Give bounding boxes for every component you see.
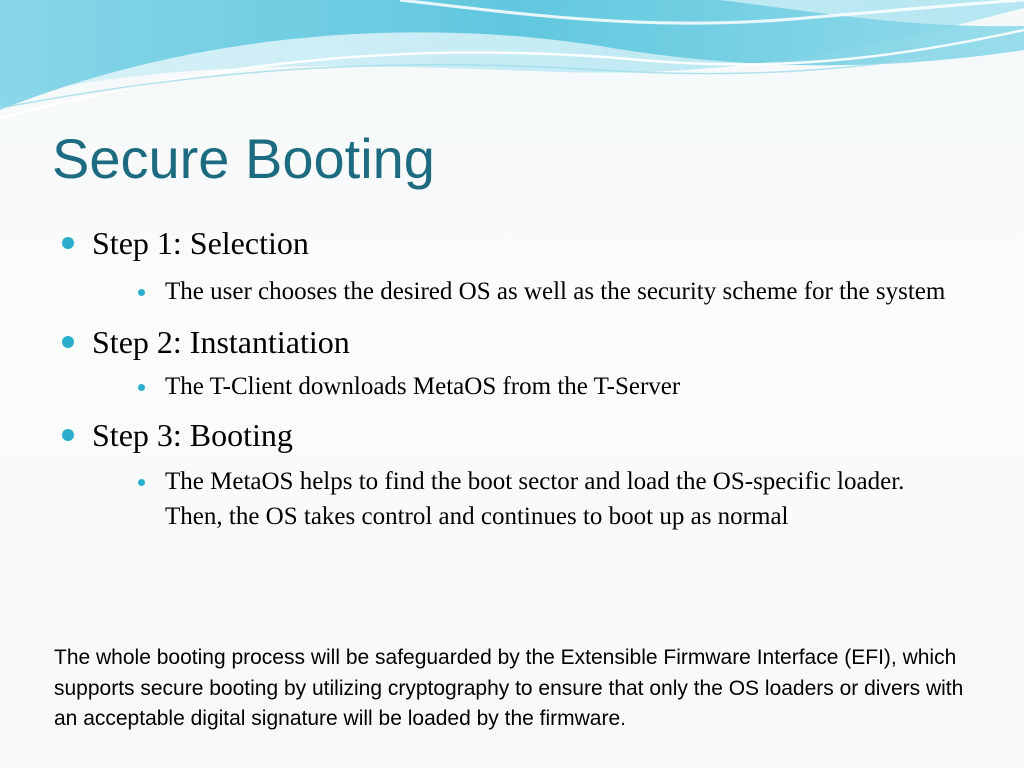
- bullet-list: [60, 224, 980, 534]
- step-3-heading: [60, 416, 980, 454]
- step-3-detail: [164, 464, 965, 534]
- slide-title: Secure Booting: [52, 127, 435, 190]
- efi-note: The whole booting process will be safeguarded by the Extensible Firmware Interface (EFI), which supports secure booting by utilizing cryptography to ensure that only the OS loaders or divers with an acceptable digital signature will be loaded by the firmware.: [54, 646, 964, 730]
- bullet-icon: [62, 237, 74, 249]
- step-1-heading: [60, 224, 980, 262]
- sub-bullet-icon: [138, 289, 145, 296]
- bullet-icon: [62, 429, 74, 441]
- step-1-detail: [164, 274, 965, 309]
- step-3-detail-text: The MetaOS helps to find the boot sector and load the OS-specific loader. Then, the OS takes control and continues to boot up as normal: [165, 468, 905, 530]
- step-2-detail-text: The T-Client downloads MetaOS from the T-Server: [165, 373, 681, 400]
- sub-bullet-icon: [138, 384, 145, 391]
- sub-bullet-icon: [138, 479, 145, 486]
- header-wave-decoration: [0, 0, 1024, 130]
- bullet-icon: [62, 336, 74, 348]
- step-3-heading-text: Step 3: Booting: [92, 417, 293, 453]
- step-1-heading-text: Step 1: Selection: [92, 225, 309, 261]
- step-2-heading: [60, 323, 980, 361]
- step-1-detail-text: The user chooses the desired OS as well as the security scheme for the system: [165, 278, 946, 305]
- step-2-heading-text: Step 2: Instantiation: [92, 324, 350, 360]
- step-2-detail: [164, 369, 965, 404]
